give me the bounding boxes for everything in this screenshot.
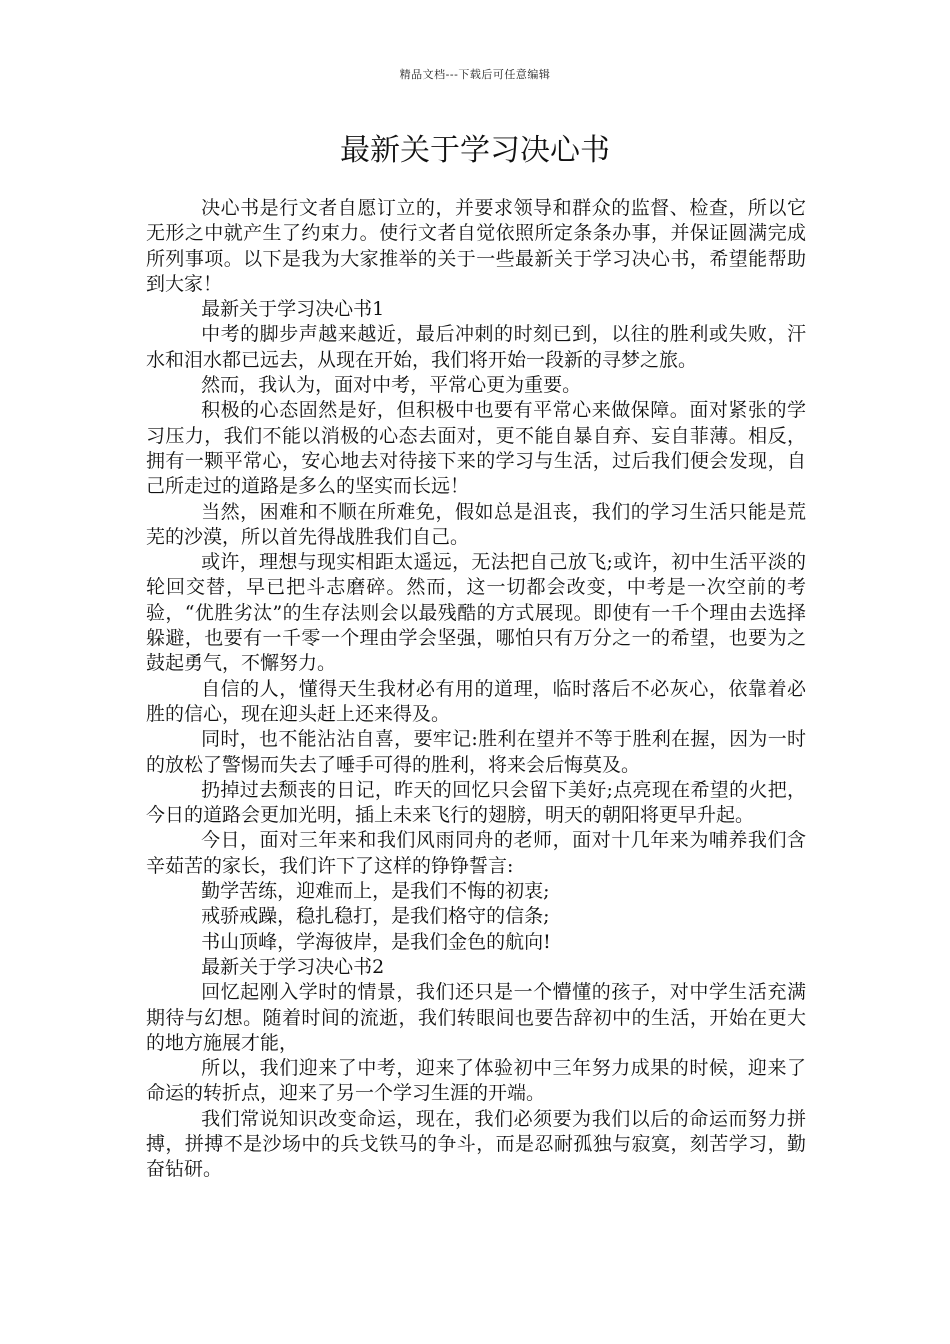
section-heading-1: 最新关于学习决心书1 [201,298,385,321]
oath-line: 勤学苦练，迎难而上，是我们不悔的初衷; [201,880,550,903]
paragraph: 或许，理想与现实相距太遥远，无法把自己放飞;或许，初中生活平淡的轮回交替，早已把斗志磨碎。然而，这一切都会改变，中考是一次空前的考验，“优胜劣汰”的生存法则会以最残酷的方式展现。即使有一千个理由去选择躲避，也要有一千零一个理由学会坚强，哪怕只有万分之一的希望，也要为之鼓起勇气，不懈努力。 [146,551,806,675]
header-note: 精品文档---下载后可任意编辑 [399,68,551,81]
paragraph: 今日，面对三年来和我们风雨同舟的老师，面对十几年来为哺养我们含辛茹苦的家长，我们许下了这样的铮铮誓言: [146,829,806,877]
section-heading-2: 最新关于学习决心书2 [201,955,385,978]
paragraph: 扔掉过去颓丧的日记，昨天的回忆只会留下美好;点亮现在希望的火把，今日的道路会更加光明，插上未来飞行的翅膀，明天的朝阳将更早升起。 [146,778,806,827]
paragraph: 所以，我们迎来了中考，迎来了体验初中三年努力成果的时候，迎来了命运的转折点，迎来了另一个学习生涯的开端。 [146,1057,806,1105]
paragraph: 积极的心态固然是好，但积极中也要有平常心来做保障。面对紧张的学习压力，我们不能以消极的心态去面对，更不能自暴自弃、妄自菲薄。相反，拥有一颗平常心，安心地去对待接下来的学习与生活，过后我们便会发现，自己所走过的道路是多么的坚实而长远！ [146,399,806,498]
paragraph-intro: 决心书是行文者自愿订立的，并要求领导和群众的监督、检查，所以它无形之中就产生了约束力。使行文者自觉依照所定条条办事，并保证圆满完成所列事项。以下是我为大家推举的关于一些最新关于学习决心书，希望能帮助到大家！ [146,197,806,295]
paragraph: 自信的人，懂得天生我材必有用的道理，临时落后不必灰心，依靠着必胜的信心，现在迎头赶上还来得及。 [146,677,806,725]
paragraph: 中考的脚步声越来越近，最后冲刺的时刻已到，以往的胜利或失败，汗水和泪水都已远去，从现在开始，我们将开始一段新的寻梦之旅。 [146,323,806,371]
paragraph: 同时，也不能沾沾自喜，要牢记:胜利在望并不等于胜利在握，因为一时的放松了警惕而失去了唾手可得的胜利，将来会后悔莫及。 [146,728,806,776]
document-body [146,196,806,1183]
paragraph: 然而，我认为，面对中考，平常心更为重要。 [201,374,582,397]
oath-line: 书山顶峰，学海彼岸，是我们金色的航向! [201,930,551,953]
paragraph: 回忆起刚入学时的情景，我们还只是一个懵懂的孩子，对中学生活充满期待与幻想。随着时间的流逝，我们转眼间也要告辞初中的生活，开始在更大的地方施展才能， [146,981,806,1054]
oath-line: 戒骄戒躁，稳扎稳打，是我们格守的信条; [201,905,550,928]
paragraph: 当然，困难和不顺在所难免，假如总是沮丧，我们的学习生活只能是荒芜的沙漠，所以首先得战胜我们自己。 [146,500,806,548]
paragraph: 我们常说知识改变命运，现在，我们必须要为我们以后的命运而努力拼搏，拼搏不是沙场中的兵戈铁马的争斗，而是忍耐孤独与寂寞，刻苦学习，勤奋钻研。 [146,1107,806,1181]
document-title: 最新关于学习决心书 [340,133,610,168]
